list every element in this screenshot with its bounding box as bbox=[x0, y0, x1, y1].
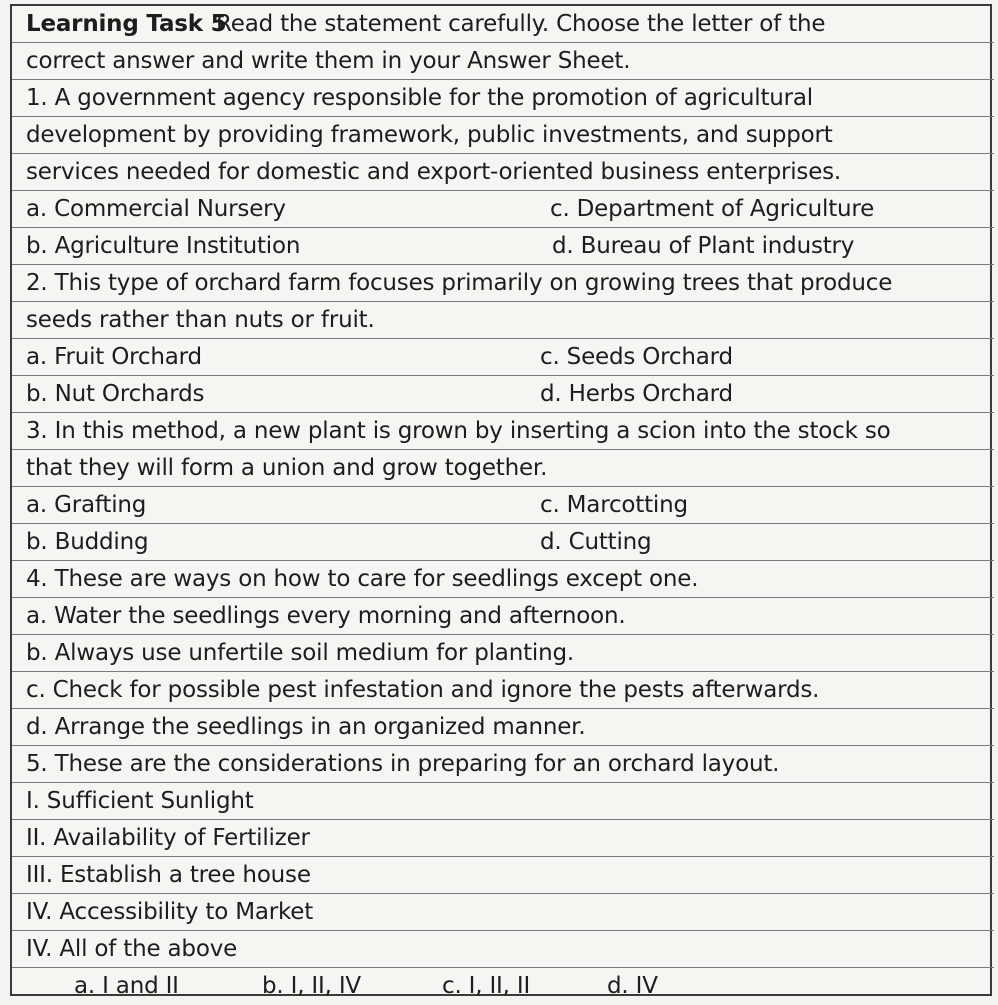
q2-option-c: c. Seeds Orchard bbox=[540, 344, 733, 370]
worksheet bbox=[10, 4, 992, 999]
q1-stem-cont: services needed for domestic and export-oriented business enterprises. bbox=[26, 159, 842, 185]
q3-option-c: c. Marcotting bbox=[540, 492, 688, 518]
task-heading: Learning Task 5 bbox=[26, 11, 227, 37]
q2-stem-line-2 bbox=[12, 302, 994, 339]
q1-stem-line-1 bbox=[12, 80, 994, 117]
q1-option-a: a. Commercial Nursery bbox=[26, 196, 286, 222]
q3-option-a: a. Grafting bbox=[26, 492, 147, 518]
q4-stem-line bbox=[12, 561, 994, 598]
task-instruction-cont: correct answer and write them in your Answer Sheet. bbox=[26, 48, 631, 74]
q2-stem-cont: seeds rather than nuts or fruit. bbox=[26, 307, 375, 333]
q5-stem-line bbox=[12, 746, 994, 783]
q2-option-d: d. Herbs Orchard bbox=[540, 381, 733, 407]
q2-options-row-2 bbox=[12, 376, 994, 413]
q3-option-b: b. Budding bbox=[26, 529, 149, 555]
q4-option-a: a. Water the seedlings every morning and afternoon. bbox=[26, 603, 626, 629]
q5-item-2: II. Availability of Fertilizer bbox=[26, 825, 310, 851]
task-header-line bbox=[12, 6, 994, 43]
q2-stem: 2. This type of orchard farm focuses primarily on growing trees that produce bbox=[26, 270, 893, 296]
q5-option-b: b. I, II, IV bbox=[262, 973, 361, 999]
q3-stem: 3. In this method, a new plant is grown by inserting a scion into the stock so bbox=[26, 418, 891, 444]
q5-options-row bbox=[12, 968, 994, 1005]
q4-option-c-line bbox=[12, 672, 994, 709]
q3-stem-cont: that they will form a union and grow together. bbox=[26, 455, 548, 481]
q1-options-row-1 bbox=[12, 191, 994, 228]
q3-options-row-2 bbox=[12, 524, 994, 561]
task-instruction: Read the statement carefully. Choose the letter of the bbox=[216, 11, 826, 37]
q5-item-3: III. Establish a tree house bbox=[26, 862, 311, 888]
q5-item-4: IV. Accessibility to Market bbox=[26, 899, 314, 925]
q3-stem-line-1 bbox=[12, 413, 994, 450]
q4-option-b: b. Always use unfertile soil medium for planting. bbox=[26, 640, 574, 666]
q4-option-b-line bbox=[12, 635, 994, 672]
q5-item-5: IV. All of the above bbox=[26, 936, 238, 962]
q1-option-b: b. Agriculture Institution bbox=[26, 233, 301, 259]
q1-stem-line-2 bbox=[12, 117, 994, 154]
q2-options-row-1 bbox=[12, 339, 994, 376]
q2-stem-line-1 bbox=[12, 265, 994, 302]
q2-option-b: b. Nut Orchards bbox=[26, 381, 205, 407]
q1-stem-cont: development by providing framework, public investments, and support bbox=[26, 122, 833, 148]
q3-option-d: d. Cutting bbox=[540, 529, 652, 555]
q1-option-c: c. Department of Agriculture bbox=[550, 196, 875, 222]
q5-item-3-line bbox=[12, 857, 994, 894]
q1-stem: 1. A government agency responsible for the promotion of agricultural bbox=[26, 85, 813, 111]
q4-option-d-line bbox=[12, 709, 994, 746]
q1-stem-line-3 bbox=[12, 154, 994, 191]
q5-option-d: d. IV bbox=[607, 973, 658, 999]
q3-stem-line-2 bbox=[12, 450, 994, 487]
q4-option-a-line bbox=[12, 598, 994, 635]
q3-options-row-1 bbox=[12, 487, 994, 524]
q4-option-c: c. Check for possible pest infestation and ignore the pests afterwards. bbox=[26, 677, 820, 703]
q1-options-row-2 bbox=[12, 228, 994, 265]
q5-item-2-line bbox=[12, 820, 994, 857]
task-instruction-line bbox=[12, 43, 994, 80]
q5-item-1: I. Sufficient Sunlight bbox=[26, 788, 254, 814]
q2-option-a: a. Fruit Orchard bbox=[26, 344, 202, 370]
q4-option-d: d. Arrange the seedlings in an organized manner. bbox=[26, 714, 586, 740]
q1-option-d: d. Bureau of Plant industry bbox=[552, 233, 855, 259]
q5-item-4-line bbox=[12, 894, 994, 931]
q5-option-a: a. I and II bbox=[74, 973, 179, 999]
q5-option-c: c. I, II, II bbox=[442, 973, 531, 999]
q5-item-5-line bbox=[12, 931, 994, 968]
q5-stem: 5. These are the considerations in preparing for an orchard layout. bbox=[26, 751, 780, 777]
q4-stem: 4. These are ways on how to care for seedlings except one. bbox=[26, 566, 699, 592]
q5-item-1-line bbox=[12, 783, 994, 820]
